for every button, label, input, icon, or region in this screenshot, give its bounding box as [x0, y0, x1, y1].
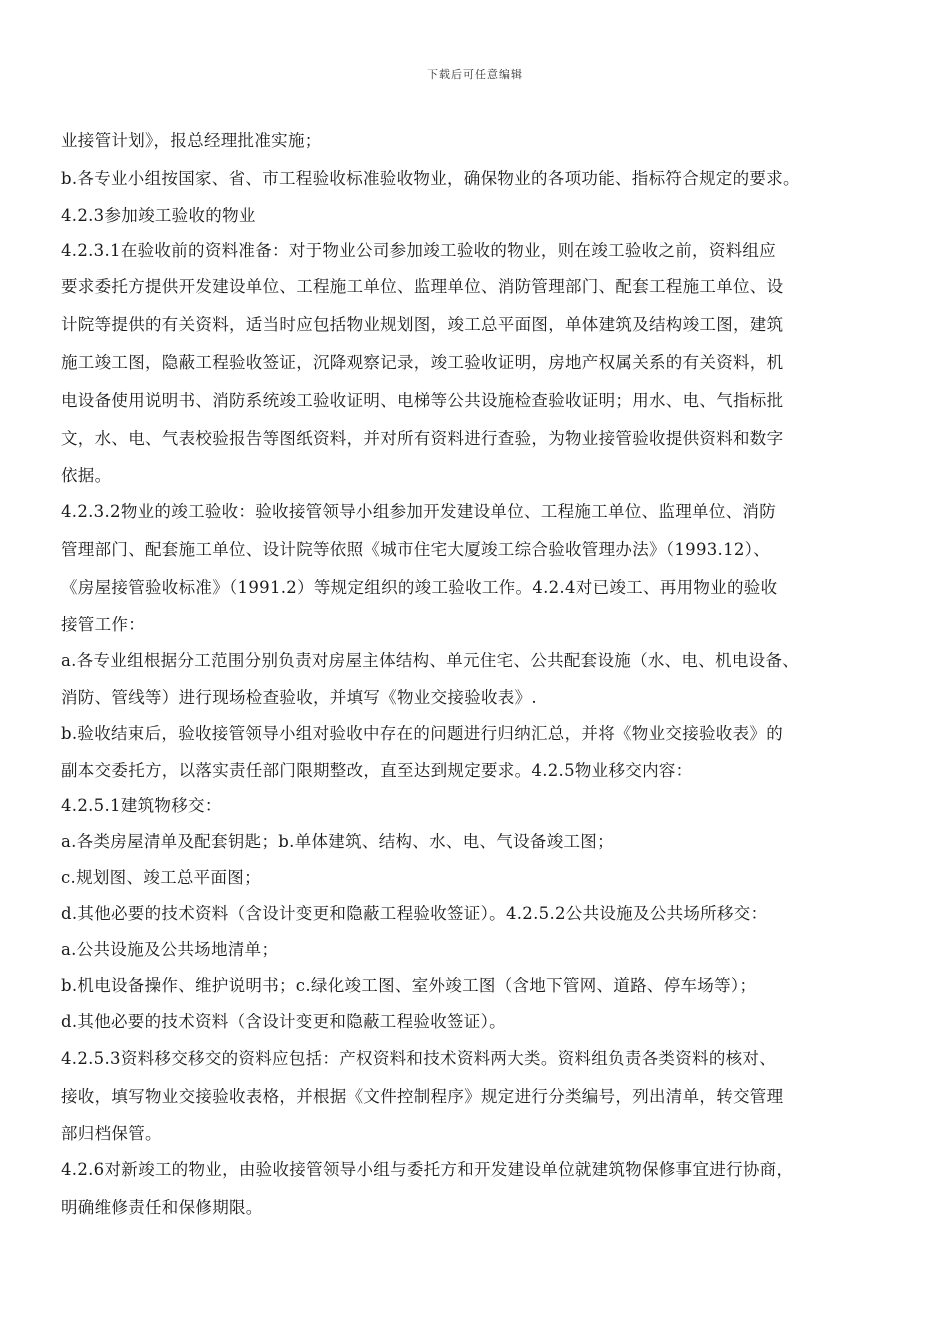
- text-line: d.其他必要的技术资料（含设计变更和隐蔽工程验收签证）。: [61, 1012, 506, 1031]
- page-header: 下载后可任意编辑: [427, 68, 523, 81]
- text-line: 《房屋接管验收标准》（1991.2）等规定组织的竣工验收工作。4.2.4对已竣工、再用物业的验收: [61, 578, 778, 597]
- text-line: 文，水、电、气表校验报告等图纸资料，并对所有资料进行查验，为物业接管验收提供资料和数字: [61, 429, 784, 448]
- text-line: b.机电设备操作、维护说明书；c.绿化竣工图、室外竣工图（含地下管网、道路、停车场等）；: [61, 976, 757, 995]
- text-line: a.各类房屋清单及配套钥匙；b.单体建筑、结构、水、电、气设备竣工图；: [61, 832, 614, 851]
- text-line: 副本交委托方，以落实责任部门限期整改，直至达到规定要求。4.2.5物业移交内容：: [61, 761, 693, 780]
- text-line: 接管工作：: [61, 615, 145, 634]
- text-line: a.公共设施及公共场地清单；: [61, 940, 279, 959]
- text-line: 4.2.6对新竣工的物业，由验收接管领导小组与委托方和开发建设单位就建筑物保修事宜进行协商，: [61, 1160, 794, 1179]
- text-line: 计院等提供的有关资料，适当时应包括物业规划图，竣工总平面图，单体建筑及结构竣工图，建筑: [61, 315, 784, 334]
- text-line: 接收，填写物业交接验收表格，并根据《文件控制程序》规定进行分类编号，列出清单，转交管理: [61, 1087, 784, 1106]
- text-line: d.其他必要的技术资料（含设计变更和隐蔽工程验收签证）。4.2.5.2公共设施及公共场所移交：: [61, 904, 768, 923]
- text-line: 要求委托方提供开发建设单位、工程施工单位、监理单位、消防管理部门、配套工程施工单位、设: [61, 277, 784, 296]
- text-line: 管理部门、配套施工单位、设计院等依照《城市住宅大厦竣工综合验收管理办法》（1993.12）、: [61, 540, 771, 559]
- text-line: 4.2.3.1在验收前的资料准备：对于物业公司参加竣工验收的物业，则在竣工验收之前，资料组应: [61, 241, 777, 260]
- text-line: b.验收结束后，验收接管领导小组对验收中存在的问题进行归纳汇总，并将《物业交接验收表》的: [61, 724, 784, 743]
- text-line: 4.2.3.2物业的竣工验收：验收接管领导小组参加开发建设单位、工程施工单位、监理单位、消防: [61, 502, 777, 521]
- text-line: 业接管计划》，报总经理批准实施；: [61, 131, 322, 150]
- text-line: 明确维修责任和保修期限。: [61, 1198, 263, 1217]
- text-line: 4.2.5.3资料移交移交的资料应包括：产权资料和技术资料两大类。资料组负责各类资料的核对、: [61, 1049, 777, 1068]
- section-heading: 4.2.3参加竣工验收的物业: [61, 206, 256, 225]
- text-line: 依据。: [61, 466, 112, 485]
- text-line: c.规划图、竣工总平面图；: [61, 868, 261, 887]
- text-line: 施工竣工图，隐蔽工程验收签证，沉降观察记录，竣工验收证明，房地产权属关系的有关资料，机: [61, 353, 784, 372]
- text-line: 4.2.5.1建筑物移交：: [61, 796, 222, 815]
- text-line: b.各专业小组按国家、省、市工程验收标准验收物业，确保物业的各项功能、指标符合规定的要求。: [61, 169, 800, 188]
- text-line: 部归档保管。: [61, 1124, 162, 1143]
- document-body: [61, 122, 897, 1227]
- text-line: a.各专业组根据分工范围分别负责对房屋主体结构、单元住宅、公共配套设施（水、电、机电设备、: [61, 651, 800, 670]
- text-line: 消防、管线等）进行现场检查验收，并填写《物业交接验收表》.: [61, 688, 537, 707]
- text-line: 电设备使用说明书、消防系统竣工验收证明、电梯等公共设施检查验收证明；用水、电、气指标批: [61, 391, 784, 410]
